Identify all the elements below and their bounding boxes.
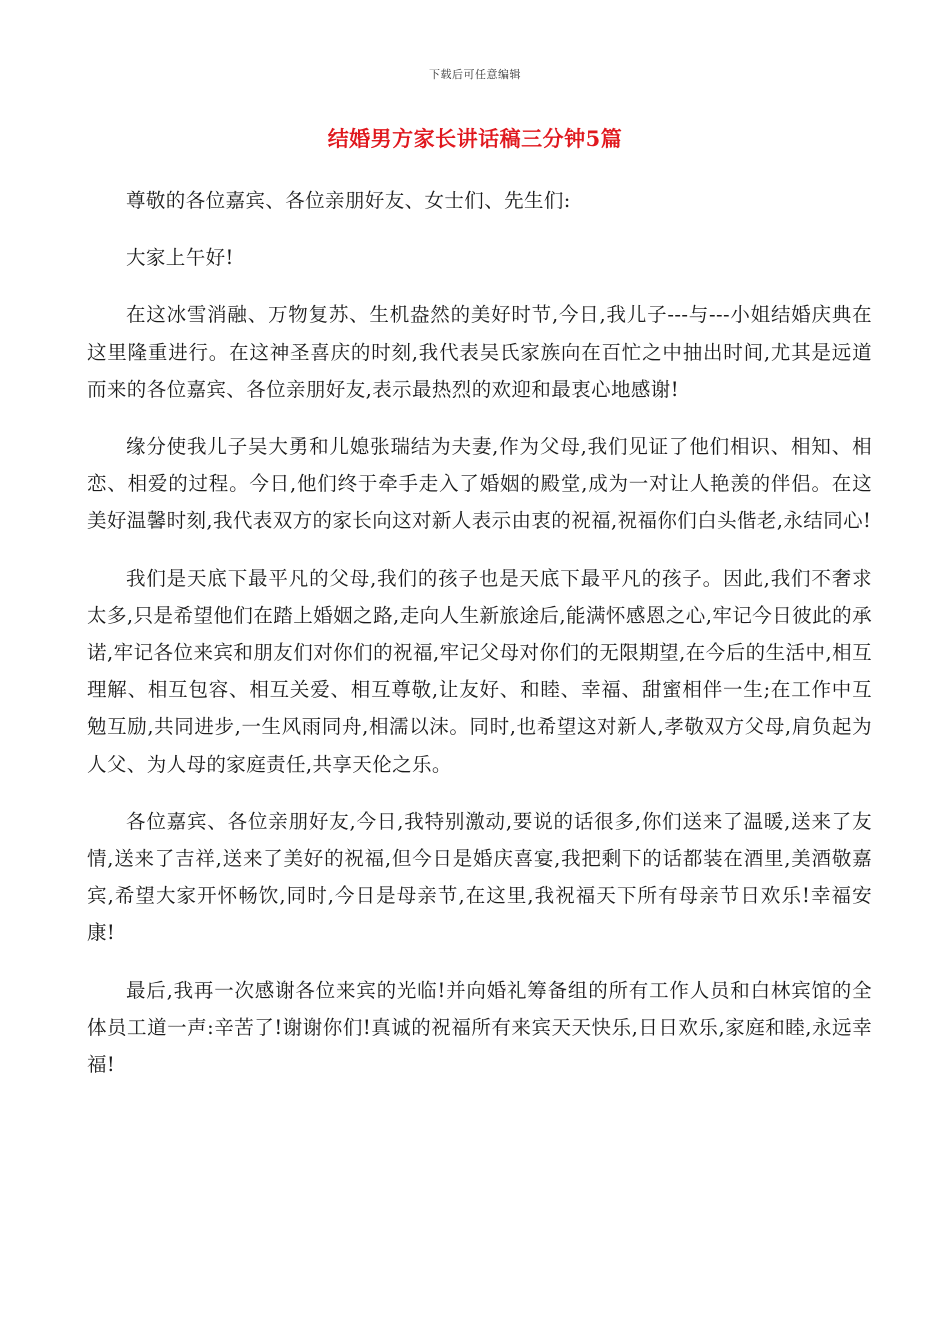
paragraph-blessing: 缘分使我儿子吴大勇和儿媳张瑞结为夫妻,作为父母,我们见证了他们相识、相知、相恋、相爱的过程。今日,他们终于牵手走入了婚姻的殿堂,成为一对让人艳羡的伴侣。在这美好温馨时刻,我代表双方的家长向这对新人表示由衷的祝福,祝福你们白头偕老,永结同心! xyxy=(87,435,872,533)
paragraph-hopes: 我们是天底下最平凡的父母,我们的孩子也是天底下最平凡的孩子。因此,我们不奢求太多,只是希望他们在踏上婚姻之路,走向人生新旅途后,能满怀感恩之心,牢记今日彼此的承诺,牢记各位来宾和朋友们对你们的祝福,牢记父母对你们的无限期望,在今后的生活中,相互理解、相互包容、相互关爱、相互尊敬,让友好、和睦、幸福、甜蜜相伴一生;在工作中互勉互励,共同进步,一生风雨同舟,相濡以沫。同时,也希望这对新人,孝敬双方父母,肩负起为人父、为人母的家庭责任,共享天伦之乐。 xyxy=(87,566,872,776)
document-body xyxy=(87,182,872,1103)
paragraph-welcome: 在这冰雪消融、万物复苏、生机盎然的美好时节,今日,我儿子---与---小姐结婚庆典在这里隆重进行。在这神圣喜庆的时刻,我代表吴氏家族向在百忙之中抽出时间,尤其是远道而来的各位嘉宾、各位亲朋好友,表示最热烈的欢迎和最衷心地感谢! xyxy=(87,303,872,401)
document-title: 结婚男方家长讲话稿三分钟5篇 xyxy=(327,126,623,151)
header-note: 下载后可任意编辑 xyxy=(429,68,521,81)
paragraph-toast: 各位嘉宾、各位亲朋好友,今日,我特别激动,要说的话很多,你们送来了温暖,送来了友情,送来了吉祥,送来了美好的祝福,但今日是婚庆喜宴,我把剩下的话都装在酒里,美酒敬嘉宾,希望大家开怀畅饮,同时,今日是母亲节,在这里,我祝福天下所有母亲节日欢乐!幸福安康! xyxy=(87,809,872,945)
paragraph-greeting: 大家上午好! xyxy=(126,246,234,270)
paragraph-salutation: 尊敬的各位嘉宾、各位亲朋好友、女士们、先生们: xyxy=(126,189,571,212)
paragraph-closing: 最后,我再一次感谢各位来宾的光临!并向婚礼筹备组的所有工作人员和白林宾馆的全体员工道一声:辛苦了!谢谢你们!真诚的祝福所有来宾天天快乐,日日欢乐,家庭和睦,永远幸福! xyxy=(87,978,872,1077)
